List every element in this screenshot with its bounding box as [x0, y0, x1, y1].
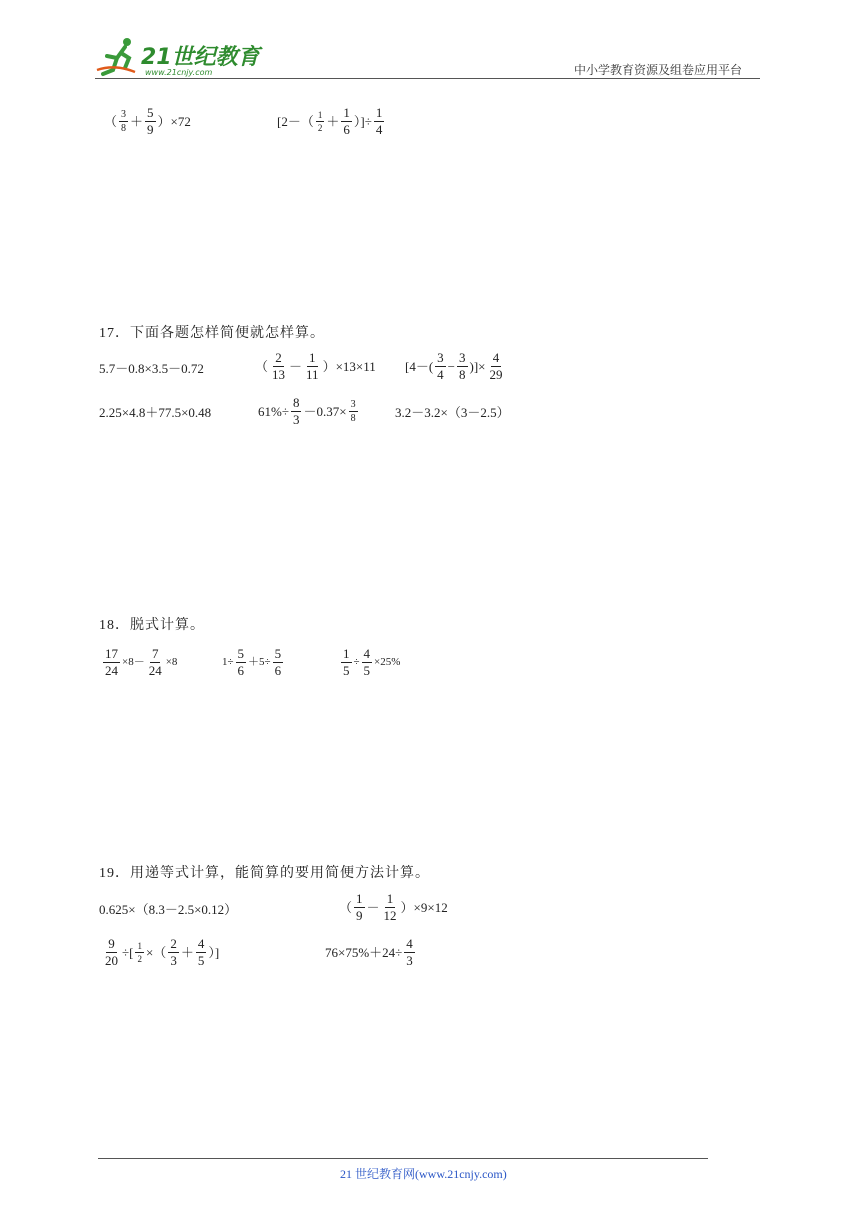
footer-divider [98, 1158, 708, 1159]
q17-expression-5: 61%÷ $\frac{8}{3}$ －0.37× $\frac{3}{8}$ [258, 395, 356, 427]
q18-expression-1: $\frac{17}{24}$ ×8－ $\frac{7}{24}$ ×8 [105, 646, 178, 678]
q17-expression-1: 5.7－0.8×3.5－0.72 [99, 361, 204, 376]
platform-name: 中小学教育资源及组卷应用平台 [574, 63, 743, 77]
q17-expression-4: 2.25×4.8＋77.5×0.48 [99, 405, 212, 420]
q19-expression-1: 0.625×（8.3－2.5×0.12） [99, 902, 238, 917]
svg-text:21世纪教育: 21世纪教育 [141, 45, 260, 70]
footer-site-link[interactable]: 21 世纪教育网(www.21cnjy.com) [340, 1167, 507, 1181]
question-19-title: 19．用递等式计算，能简算的要用简便方法计算。 [99, 866, 430, 881]
q17-expression-2: （ $\frac{2}{13}$ － $\frac{1}{11}$ ）×13×11 [255, 350, 376, 382]
q18-expression-2: 1÷ $\frac{5}{6}$ ＋5÷ $\frac{5}{6}$ [222, 646, 282, 678]
q18-expression-3: $\frac{1}{5}$ ÷ $\frac{4}{5}$ ×25% [343, 646, 401, 678]
question-17-title: 17．下面各题怎样简便就怎样算。 [99, 326, 325, 341]
q17-expression-6: 3.2－3.2×（3－2.5） [395, 405, 510, 420]
q19-expression-3: $\frac{9}{20}$ ÷[ $\frac{1}{2}$ ×（ $\frac{2}{3}$ ＋ $\frac{4}{5}$ ）] [105, 936, 220, 968]
question-18-title: 18．脱式计算。 [99, 618, 205, 633]
header-divider [95, 78, 760, 79]
q17-expression-3: [4－( $\frac{3}{4}$ − $\frac{3}{8}$ )]× $\frac{4}{29}$ [405, 350, 503, 382]
q19-expression-2: （ $\frac{1}{9}$ － $\frac{1}{12}$ ）×9×12 [339, 891, 448, 923]
runner-icon [97, 38, 135, 74]
q19-expression-4: 76×75%＋24÷ $\frac{4}{3}$ [325, 936, 413, 968]
expression-top-2: [2－（ $\frac{1}{2}$ ＋ $\frac{1}{6}$ ）]÷ $\frac{1}{4}$ [277, 105, 383, 137]
svg-text:www.21cnjy.com: www.21cnjy.com [145, 68, 213, 77]
site-logo [95, 34, 265, 78]
expression-top-1: （ $\frac{3}{8}$ ＋ $\frac{5}{9}$ ） ×72 [104, 105, 191, 137]
